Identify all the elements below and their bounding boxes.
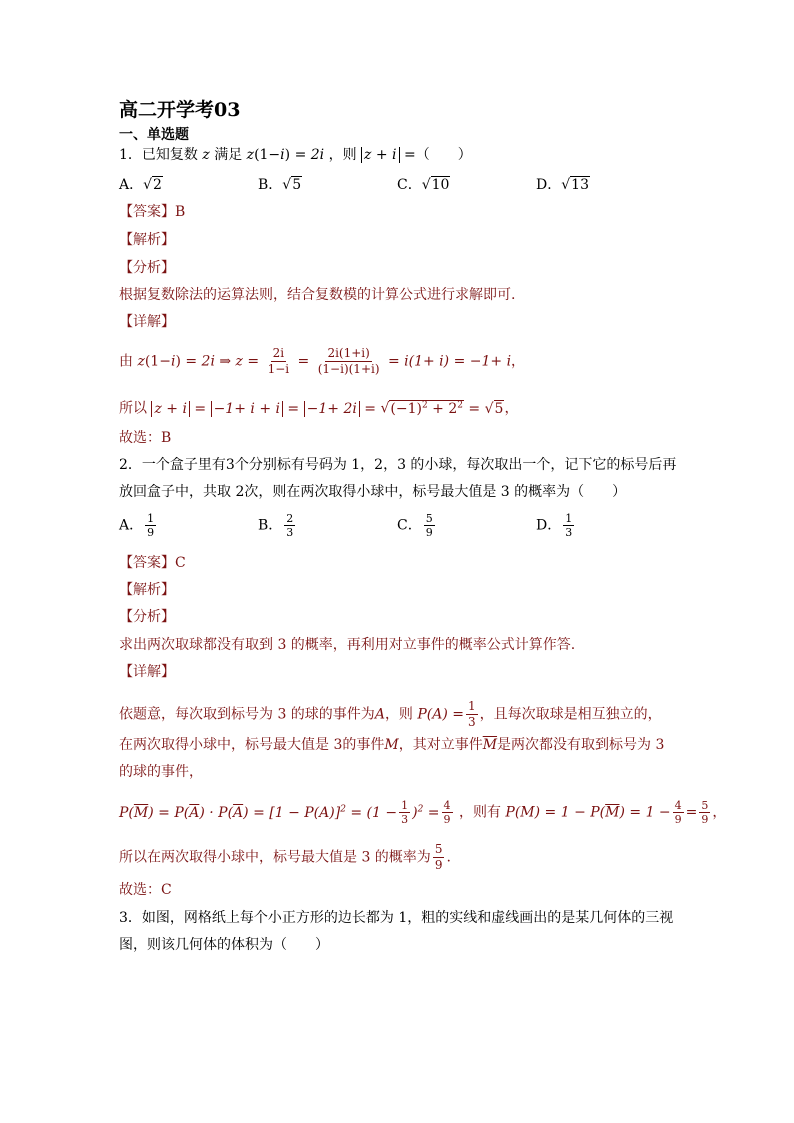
q2-analysis: 求出两次取球都没有取到 3 的概率，再利用对立事件的概率公式计算作答. <box>119 637 576 653</box>
q3-stem-line2: 图，则该几何体的体积为（ ） <box>119 937 329 953</box>
q1-option-c: C．√10 <box>397 177 450 193</box>
q1-stem: 1．已知复数 z 满足 z(1−i) = 2i ，则 z + i =（ ） <box>119 147 472 163</box>
q2-option-d: D． $\frac{1}{3}$ <box>536 512 573 539</box>
q2-xiangjie-label: 【详解】 <box>119 664 175 680</box>
q2-detail-line2: 在两次取得小球中，标号最大值是 3的事件M，其对立事件$\overline{M}$是两次都没有取到标号为 3 <box>119 737 665 753</box>
q1-option-d: D．√13 <box>536 177 589 193</box>
section-heading: 一、单选题 <box>119 127 189 143</box>
q2-detail-line5: 所以在两次取得小球中，标号最大值是 3 的概率为 $\frac{5}{9}$ . <box>119 842 451 872</box>
q2-detail-line3: 的球的事件， <box>119 764 203 780</box>
q1-answer: 【答案】B <box>119 204 186 220</box>
q2-option-b: B． $\frac{2}{3}$ <box>258 512 294 539</box>
q1-derivation-line1: 由 z(1−i) = 2i ⇒ z = $\frac{2i}{1-i}$ = $\frac{2i(1+i)}{(1-i)(1+i)}$ = i(1+ i) = −1+ i， <box>119 346 526 376</box>
q2-detail-line4: $P(\overline{M}) = P(\overline{A}) \cdot P(\overline{A}) = [1 - P(A)]^2 = (1$ − $\frac{1}{3}$ )$^2$ = $\frac{4}{9}$ ，则有 $P(M) = 1 - P(\overline{M}) = 1$ − $\frac{4}{9}$ = $\frac{5}{9}$ ， <box>119 799 727 827</box>
q1-conclusion: 故选：B <box>119 430 172 446</box>
q1-fenxi-label: 【分析】 <box>119 260 175 276</box>
q1-option-a: A．√2 <box>119 177 162 193</box>
q2-option-c: C． $\frac{5}{9}$ <box>397 512 433 539</box>
q2-conclusion: 故选：C <box>119 882 172 898</box>
q2-stem-line2: 放回盒子中，共取 2次，则在两次取得小球中，标号最大值是 3 的概率为（ ） <box>119 484 627 500</box>
q2-fenxi-label: 【分析】 <box>119 609 175 625</box>
q1-option-b: B．√5 <box>258 177 302 193</box>
q2-jiexi-label: 【解析】 <box>119 582 175 598</box>
q1-jiexi-label: 【解析】 <box>119 232 175 248</box>
q1-xiangjie-label: 【详解】 <box>119 314 175 330</box>
q2-answer: 【答案】C <box>119 555 186 571</box>
q2-option-a: A． $\frac{1}{9}$ <box>119 512 155 539</box>
q3-stem-line1: 3．如图，网格纸上每个小正方形的边长都为 1，粗的实线和虚线画出的是某几何体的三视 <box>119 910 674 926</box>
page-title: 高二开学考03 <box>119 99 241 121</box>
q2-detail-line1: 依题意，每次取到标号为 3 的球的事件为A，则 P(A) = $\frac{1}{3}$ ，且每次取球是相互独立的， <box>119 699 662 729</box>
q1-analysis: 根据复数除法的运算法则，结合复数模的计算公式进行求解即可. <box>119 287 516 303</box>
q1-derivation-line2: 所以 $z + i = -1+ i + i = -1+ 2i = √(-1)^2 + 2^2 = √5$， <box>119 400 519 417</box>
q2-stem-line1: 2．一个盒子里有3个分别标有号码为 1，2，3 的小球，每次取出一个，记下它的标号后再 <box>119 457 677 473</box>
